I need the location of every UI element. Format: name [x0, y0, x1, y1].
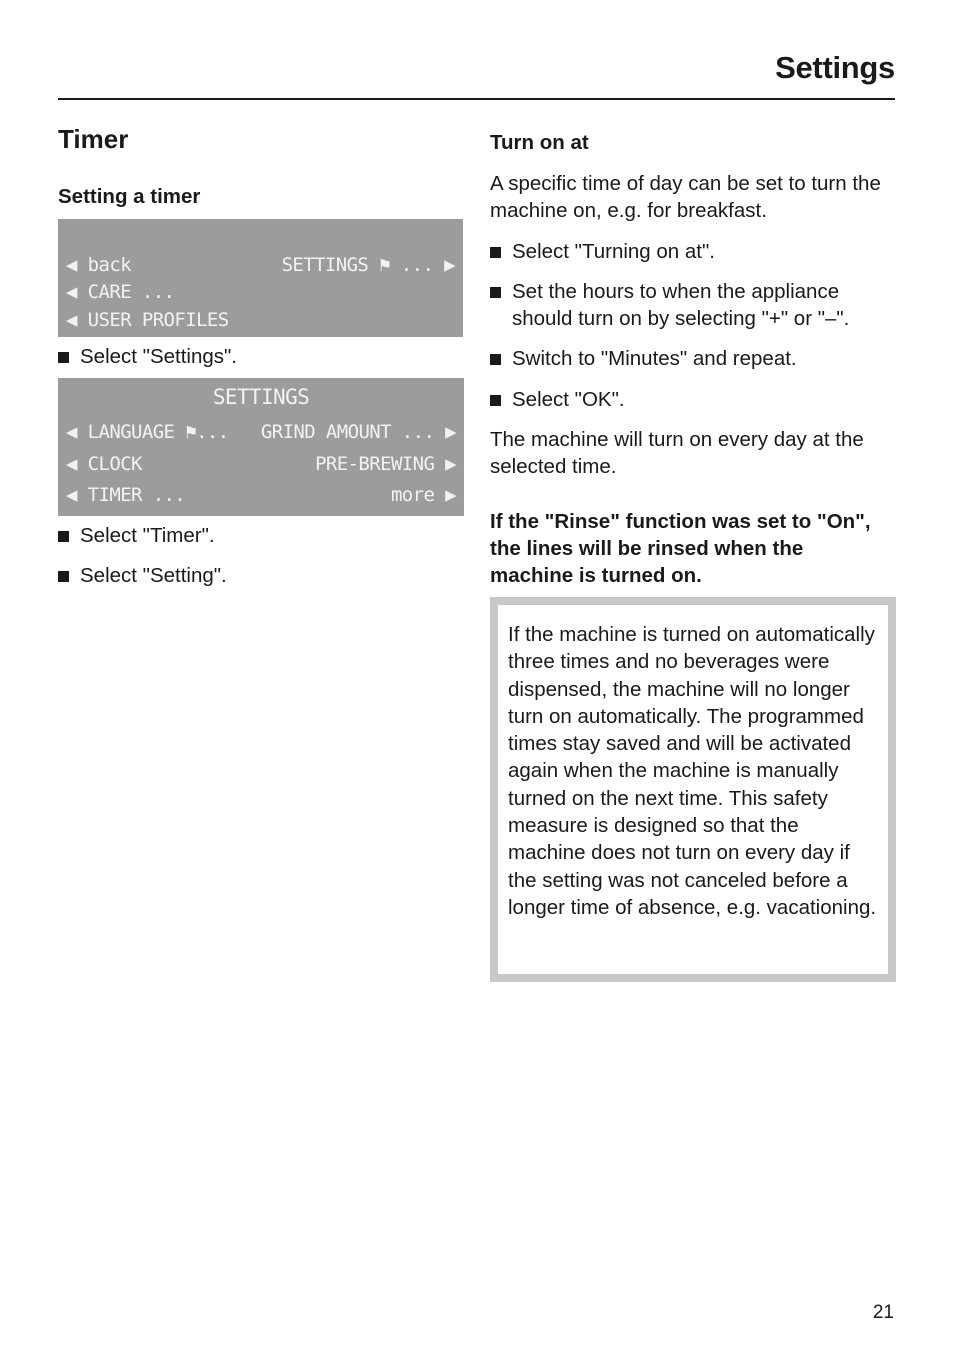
intro-paragraph: A specific time of day can be set to turn the machine on, e.g. for breakfast. — [490, 172, 881, 222]
step-turning-on-at — [490, 238, 902, 265]
display-row — [66, 252, 455, 278]
step-set-hours — [490, 278, 902, 332]
page-header-title: Settings — [775, 50, 895, 85]
note-text: If the machine is turned on automatically three times and no beverages were dispensed, the machine will no longer turn on automatically. The programmed times stay saved and will be activated again when the machine is manually turned on the next time. This safety measure is designed so that the machine does not turn on every day if the setting was not canceled before a longer time of absence, e.g. vacationing. — [498, 605, 888, 974]
bullet-square-icon — [58, 531, 69, 542]
display-screen-main-menu — [58, 219, 463, 337]
step-select-setting — [58, 562, 480, 589]
step-select-timer — [58, 522, 480, 549]
step-text: Switch to "Minutes" and repeat. — [512, 347, 797, 370]
display-row — [66, 482, 456, 508]
display-row-right: PRE-BREWING ▶ — [315, 453, 456, 475]
bullet-square-icon — [490, 287, 501, 298]
bullet-square-icon — [58, 571, 69, 582]
step-text: Select "Setting". — [80, 564, 227, 587]
note-box — [490, 597, 896, 982]
display-row-right: SETTINGS ⚑ ... ▶ — [281, 254, 455, 276]
step-select-ok — [490, 386, 902, 413]
display-row-left: ◀ back — [66, 254, 132, 276]
bullet-square-icon — [490, 247, 501, 258]
bullet-square-icon — [490, 354, 501, 365]
header-rule — [58, 98, 895, 100]
subsection-title-turn-on-at: Turn on at — [490, 131, 589, 154]
section-title-timer: Timer — [58, 124, 129, 154]
step-select-settings — [58, 343, 480, 370]
display-row-left: ◀ CLOCK — [66, 453, 142, 475]
step-text: Select "Timer". — [80, 524, 215, 547]
step-text: Select "OK". — [512, 388, 625, 411]
step-text: Set the hours to when the appliance should turn on by selecting "+" or "–". — [512, 280, 850, 330]
step-text: Select "Turning on at". — [512, 240, 715, 263]
display-row-left: ◀ USER PROFILES — [66, 309, 229, 331]
bullet-square-icon — [490, 395, 501, 406]
display-row — [66, 451, 456, 477]
page-number: 21 — [872, 1302, 894, 1323]
subsection-title-setting-timer: Setting a timer — [58, 185, 201, 208]
display-row-right: GRIND AMOUNT ... ▶ — [260, 421, 456, 443]
display-screen-settings-menu — [58, 378, 464, 516]
outro-paragraph: The machine will turn on every day at the selected time. — [490, 428, 864, 478]
step-switch-minutes — [490, 345, 902, 372]
display-title: SETTINGS — [212, 385, 310, 409]
display-row-right: more ▶ — [390, 484, 456, 506]
rinse-warning: If the "Rinse" function was set to "On", the lines will be rinsed when the machine is turned on. — [490, 510, 871, 587]
display-row-left: ◀ TIMER ... — [66, 484, 186, 506]
display-row — [66, 419, 456, 445]
display-row-left: ◀ CARE ... — [66, 281, 175, 303]
bullet-square-icon — [58, 352, 69, 363]
display-row — [66, 307, 455, 333]
step-text: Select "Settings". — [80, 345, 237, 368]
display-row — [66, 279, 455, 305]
display-row-left: ◀ LANGUAGE ⚑... — [66, 421, 229, 443]
